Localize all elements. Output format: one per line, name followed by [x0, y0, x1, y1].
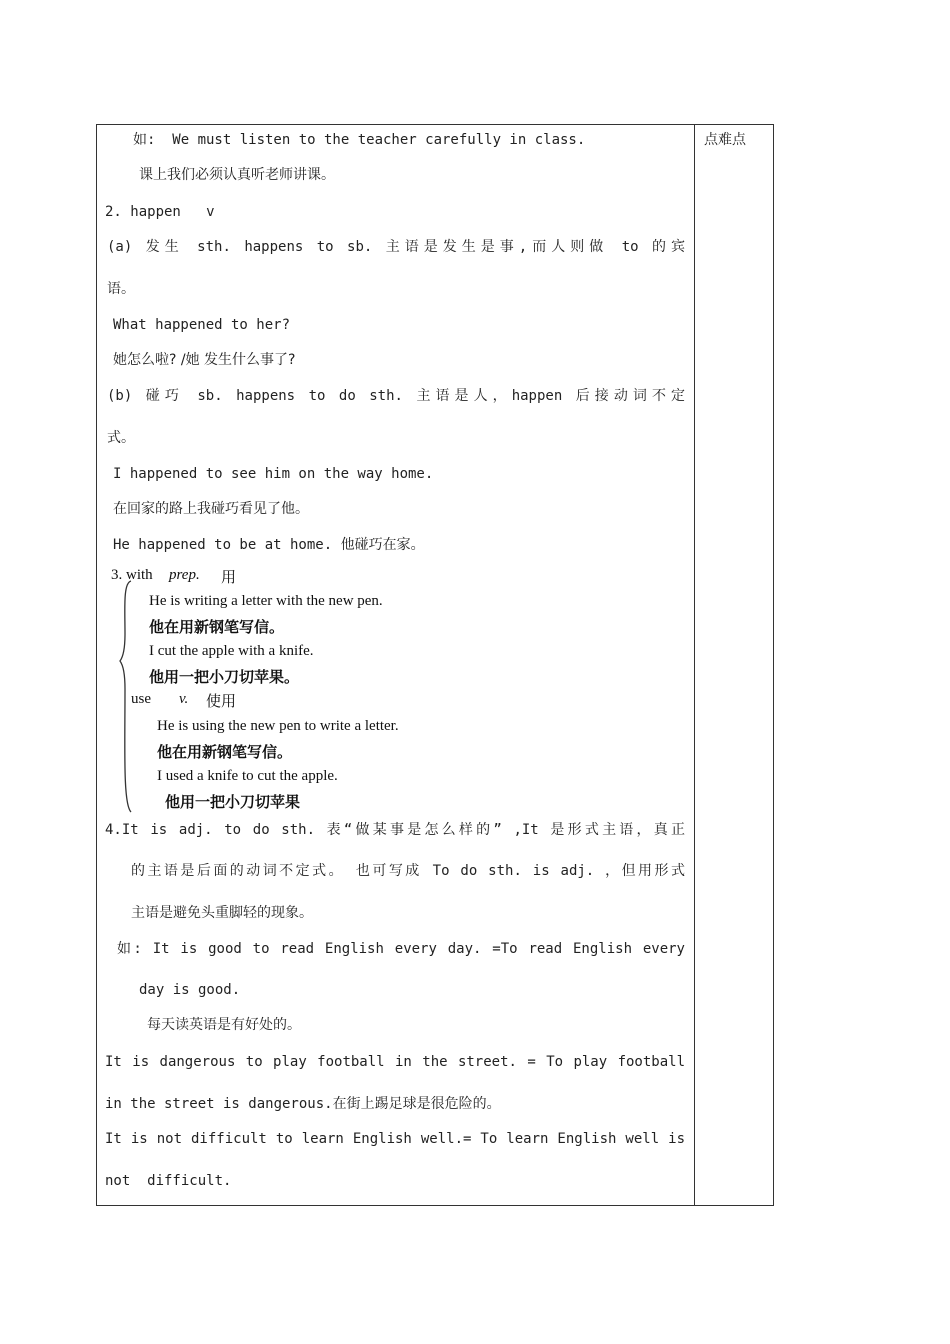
explanation-line: 的主语是后面的动词不定式。 也可写成 To do sth. is adj. ，但用形式: [131, 863, 685, 879]
embedded-image-with-use: [111, 567, 439, 812]
example-line: not difficult.: [105, 1173, 232, 1189]
example-translation: 他在用新钢笔写信。: [157, 743, 293, 761]
with-heading: 3. with: [111, 567, 153, 583]
example-sentence: He is writing a letter with the new pen.: [149, 593, 383, 609]
with-part-of-speech: prep.: [169, 567, 200, 583]
use-heading: use: [131, 691, 151, 707]
side-column-header: 点难点: [704, 132, 746, 148]
example-line: day is good.: [139, 982, 241, 998]
explanation-line: 主语是避免头重脚轻的现象。: [131, 905, 313, 921]
translation-line: 课上我们必须认真听老师讲课。: [139, 167, 335, 183]
notes-table: [96, 124, 774, 1206]
explanation-line: 语。: [107, 281, 135, 297]
translation-line: 在回家的路上我碰巧看见了他。: [113, 501, 309, 517]
example-sentence: I cut the apple with a knife.: [149, 643, 314, 659]
example-translation: 他用一把小刀切苹果。: [149, 668, 300, 686]
column-divider: [694, 125, 695, 1205]
explanation-line: (b) 碰巧 sb. happens to do sth. 主语是人，happen 后接动词不定: [107, 388, 685, 404]
item-heading: 2. happen v: [105, 204, 215, 220]
translation-line: 她怎么啦? /她 发生什么事了?: [113, 352, 296, 368]
explanation-line: 式。: [107, 430, 135, 446]
example-line: 如: We must listen to the teacher carefully in class.: [133, 132, 586, 148]
example-line: It is dangerous to play football in the street. = To play football: [105, 1054, 685, 1070]
example-translation: 他在用新钢笔写信。: [149, 618, 285, 636]
example-line: 如: It is good to read English every day. =To read English every: [117, 941, 685, 957]
explanation-line: (a) 发生 sth. happens to sb. 主语是发生是事,而人则做 to 的宾: [107, 239, 685, 255]
example-line: I happened to see him on the way home.: [113, 466, 434, 482]
example-sentence: He is using the new pen to write a letter.: [157, 718, 399, 734]
example-line: in the street is dangerous.在街上踢足球是很危险的。: [105, 1096, 501, 1112]
use-meaning: 使用: [206, 692, 237, 710]
explanation-line: 4.It is adj. to do sth. 表“做某事是怎么样的” ,It 是形式主语，真正: [105, 822, 685, 838]
use-part-of-speech: v.: [179, 691, 189, 707]
example-translation: 他用一把小刀切苹果: [165, 793, 301, 811]
example-line: He happened to be at home. 他碰巧在家。: [113, 537, 425, 553]
with-meaning: 用: [221, 568, 237, 586]
example-sentence: I used a knife to cut the apple.: [157, 768, 338, 784]
example-line: What happened to her?: [113, 317, 291, 333]
translation-line: 每天读英语是有好处的。: [147, 1017, 301, 1033]
example-line: It is not difficult to learn English well.= To learn English well is: [105, 1131, 685, 1147]
